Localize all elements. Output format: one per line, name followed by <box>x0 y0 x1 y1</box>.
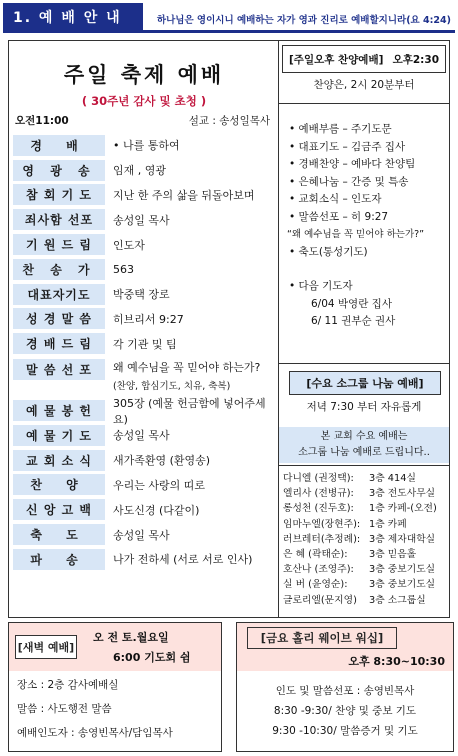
order-label: 성 경 말 씀 <box>13 308 105 329</box>
list-item <box>283 562 447 577</box>
order-label: 기 원 드 림 <box>13 234 105 255</box>
order-row <box>13 282 275 307</box>
group-name: 롱성천 (진두호): <box>283 503 354 515</box>
divider <box>279 103 449 104</box>
order-label: 예 물 기 도 <box>13 425 105 446</box>
order-value: 히브리서 9:27 <box>113 312 184 326</box>
friday-worship-schedule: 9:30 -10:30/ 말씀증거 및 기도 <box>272 725 418 737</box>
group-name: 엘리사 (전병규): <box>283 488 354 500</box>
afternoon-order-list <box>289 121 445 331</box>
group-place: 3층 제자대학실 <box>369 533 436 545</box>
notice-line: 소그룹 나눔 예배로 드립니다.. <box>298 447 430 458</box>
dawn-service-box <box>8 622 222 752</box>
dawn-service-header <box>9 623 221 671</box>
order-row <box>13 473 275 498</box>
dawn-service-sermon: 말씀 : 사도행전 말씀 <box>17 703 112 715</box>
friday-worship-time: 오후 8:30~10:30 <box>348 655 445 668</box>
group-place: 3층 414실 <box>369 473 416 484</box>
list-item <box>283 471 447 486</box>
order-row <box>13 207 275 232</box>
list-spacer <box>289 261 445 278</box>
order-row <box>13 158 275 183</box>
order-value <box>105 359 260 392</box>
group-place: 3층 믿음홀 <box>369 549 417 561</box>
afternoon-service-label: [주일오후 찬양예배] <box>289 53 384 66</box>
divider <box>279 465 449 466</box>
service-subtitle: ( 30주년 감사 및 초청 ) <box>81 94 207 108</box>
group-name: 실 버 (윤영순): <box>283 579 348 591</box>
order-label: 찬 양 <box>13 474 105 495</box>
group-place: 3층 전도사무실 <box>369 488 436 500</box>
friday-worship-leader: 인도 및 말씀선포 : 송영빈목사 <box>275 685 415 697</box>
order-value: 임재 , 영광 <box>113 164 166 178</box>
dawn-service-place: 장소 : 2층 감사예배실 <box>17 679 119 691</box>
order-label: 대표자기도 <box>13 284 105 305</box>
list-item: • 은혜나눔 – 간증 및 특송 <box>289 175 409 188</box>
order-row <box>13 232 275 257</box>
divider <box>279 363 449 364</box>
afternoon-service-header <box>282 45 446 73</box>
order-row <box>13 183 275 208</box>
order-label: 경 배 <box>13 135 105 156</box>
order-value: 지난 한 주의 삶을 뒤돌아보며 <box>113 188 255 202</box>
order-value: 우리는 사랑의 띠로 <box>113 478 206 492</box>
friday-worship-label: [금요 홀리 웨이브 워십] <box>247 627 397 649</box>
service-title: 주일 축제 예배 <box>63 63 225 87</box>
order-label: 찬 송 가 <box>13 259 105 280</box>
list-item <box>283 593 447 608</box>
group-name: 임마누엘(장현주): <box>283 518 361 530</box>
list-item: • 다음 기도자 <box>289 280 353 292</box>
wednesday-notice <box>279 427 449 463</box>
order-label: 경 배 드 림 <box>13 333 105 354</box>
order-label: 신 앙 고 백 <box>13 499 105 520</box>
small-group-list <box>283 471 447 608</box>
list-item <box>283 501 447 516</box>
group-place: 3층 소그룹실 <box>369 594 426 606</box>
dawn-service-time: 6:00 기도회 쉼 <box>113 651 191 664</box>
list-item: • 대표기도 – 김금주 집사 <box>289 140 406 153</box>
list-item: • 말씀선포 – 히 9:27 <box>289 210 389 223</box>
group-name: 호산나 (조영주): <box>283 564 354 576</box>
wednesday-service-time: 저녁 7:30 부터 자유롭게 <box>306 401 422 413</box>
group-name: 은 혜 (곽태순): <box>283 549 348 561</box>
main-box <box>8 40 450 618</box>
sunday-service-panel <box>9 41 279 617</box>
section-title: 1. 예 배 안 내 <box>3 3 143 33</box>
afternoon-panel <box>279 41 449 617</box>
dawn-service-days: 오 전 토.월요일 <box>93 631 169 644</box>
order-row <box>13 396 275 426</box>
list-item: • 축도(통성기도) <box>289 245 368 258</box>
group-place: 1층 카페-(오전) <box>369 503 437 515</box>
order-label: 파 송 <box>13 549 105 570</box>
header-verse: 하나님은 영이시니 예배하는 자가 영과 진리로 예배할지니라(요 4:24) <box>156 15 451 26</box>
group-name: 다니엘 (권정택): <box>283 473 354 484</box>
order-value: 각 기관 및 팀 <box>113 337 177 351</box>
list-item: • 교회소식 – 인도자 <box>289 193 382 205</box>
dawn-service-label: [새벽 예배] <box>15 635 77 659</box>
order-label: 죄사함 선포 <box>13 209 105 230</box>
order-row <box>13 307 275 332</box>
group-name: 글로리엘(문지영) <box>283 594 357 606</box>
order-value: 박중택 장로 <box>113 288 170 302</box>
order-of-service <box>13 133 275 572</box>
order-row <box>13 497 275 522</box>
order-value: • 나를 통하여 <box>113 139 180 153</box>
order-value: 나가 전하세 (서로 서로 인사) <box>113 553 253 567</box>
group-place: 3층 중보기도실 <box>369 564 436 576</box>
order-label: 예 물 봉 헌 <box>13 400 105 421</box>
friday-worship-box <box>236 622 454 752</box>
order-row <box>13 257 275 282</box>
order-row <box>13 331 275 356</box>
order-label: 축 도 <box>13 524 105 545</box>
order-value: 인도자 <box>113 238 145 252</box>
list-item: 6/ 11 권부순 권사 <box>311 315 396 327</box>
list-item <box>283 517 447 532</box>
order-value: 305장 (예물 헌금함에 넣어주세요) <box>113 396 266 426</box>
service-preacher: 설교 : 송성일목사 <box>188 115 270 127</box>
service-time: 오전11:00 <box>15 115 69 127</box>
afternoon-service-start: 찬양은, 2시 20분부터 <box>313 79 415 91</box>
wednesday-service-label: [수요 소그룹 나눔 예배] <box>289 371 441 395</box>
group-name: 러브레터(추정례): <box>283 533 361 545</box>
order-label: 교 회 소 식 <box>13 450 105 471</box>
order-value: 송성일 목사 <box>113 213 170 227</box>
order-value: 563 <box>113 262 134 276</box>
order-value: 송성일 목사 <box>113 429 170 443</box>
order-row <box>13 448 275 473</box>
list-item <box>283 547 447 562</box>
list-item: “왜 예수님을 꼭 믿어야 하는가?” <box>287 229 425 240</box>
order-row <box>13 133 275 158</box>
list-item: 6/04 박영란 집사 <box>311 297 392 310</box>
friday-worship-schedule: 8:30 -9:30/ 찬양 및 중보 기도 <box>273 705 417 717</box>
list-item: • 예배부름 – 주기도문 <box>289 123 392 135</box>
notice-line: 본 교회 수요 예배는 <box>320 431 408 442</box>
list-item <box>283 486 447 501</box>
order-value: 송성일 목사 <box>113 528 170 542</box>
list-item: • 경배찬양 – 예바다 찬양팀 <box>289 158 416 170</box>
dawn-service-leader: 예배인도자 : 송영빈목사/담임목사 <box>17 727 173 739</box>
afternoon-service-time: 오후2:30 <box>392 53 439 66</box>
friday-worship-header <box>237 623 453 671</box>
group-place: 3층 중보기도실 <box>369 579 436 591</box>
order-label: 참 회 기 도 <box>13 184 105 205</box>
section-header <box>3 3 455 33</box>
order-label: 영 광 송 <box>13 160 105 181</box>
sermon-title: 왜 예수님을 꼭 믿어야 하는가? <box>113 361 261 375</box>
order-value: 새가족환영 (환영송) <box>113 454 211 468</box>
order-label: 말 씀 선 포 <box>13 359 105 380</box>
sermon-note: (찬양, 합심기도, 치유, 축복) <box>113 381 231 393</box>
order-row <box>13 423 275 448</box>
list-item <box>283 577 447 592</box>
group-place: 1층 카페 <box>369 518 407 530</box>
order-row <box>13 547 275 572</box>
order-row <box>13 522 275 547</box>
order-row <box>13 356 275 398</box>
order-value: 사도신경 (다같이) <box>113 503 200 517</box>
list-item <box>283 532 447 547</box>
